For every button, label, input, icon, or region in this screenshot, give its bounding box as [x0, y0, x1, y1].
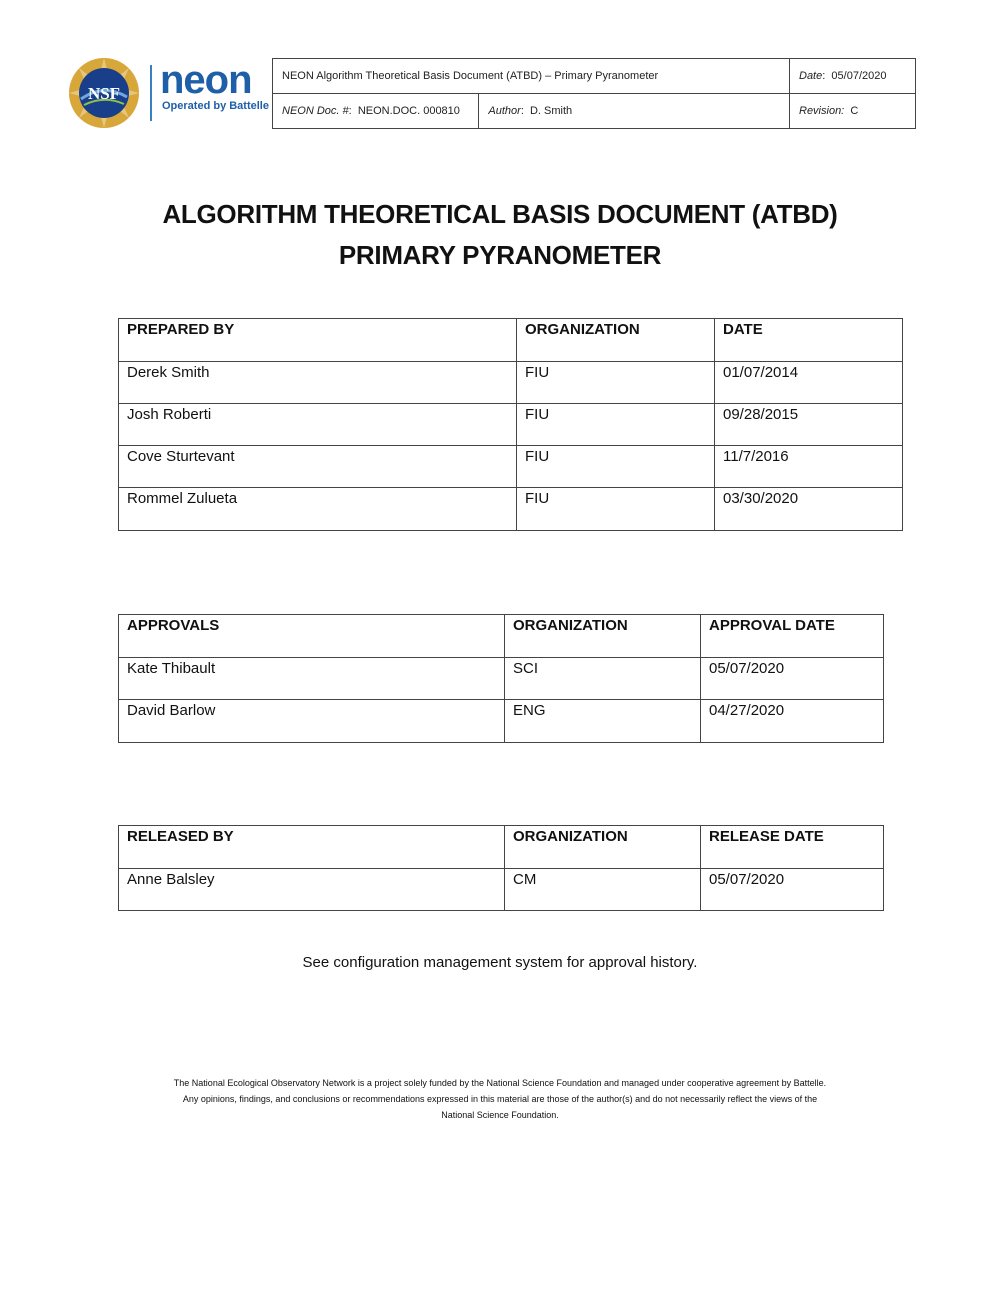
operated-by-label: Operated by Battelle	[162, 100, 269, 112]
approval-history-note: See configuration management system for approval history.	[302, 954, 698, 971]
table-header-row	[119, 319, 903, 362]
revision-cell	[790, 94, 916, 129]
table-header-row	[119, 826, 884, 869]
approver-organization: ENG	[505, 700, 701, 743]
approval-date: 04/27/2020	[701, 700, 884, 743]
logo-divider	[150, 65, 152, 121]
doc-title-cell	[273, 59, 790, 94]
date-cell: Date: 05/07/2020	[790, 59, 916, 94]
preparer-date: 03/30/2020	[715, 488, 903, 531]
table-row	[119, 658, 884, 700]
document-header-table	[272, 58, 916, 129]
prepared-by-table	[118, 318, 903, 531]
doc-title: NEON Algorithm Theoretical Basis Document (ATBD) – Primary Pyranometer	[282, 70, 659, 82]
table-row	[119, 488, 903, 531]
disclaimer-line-2: Any opinions, findings, and conclusions or recommendations expressed in this material are those of the author(s) and do not necessarily reflect the views of the	[182, 1094, 818, 1104]
revision-label: Revision:	[799, 105, 845, 117]
preparer-organization: FIU	[517, 362, 715, 404]
table-row	[119, 446, 903, 488]
preparer-name: Rommel Zulueta	[119, 488, 517, 531]
nsf-seal-text: NSF	[87, 84, 121, 103]
preparer-organization: FIU	[517, 488, 715, 531]
document-title-line-2: PRIMARY PYRANOMETER	[338, 240, 662, 270]
table-row	[119, 404, 903, 446]
neon-wordmark-text: neon	[160, 59, 252, 99]
releaser-organization: CM	[505, 869, 701, 911]
table-row	[119, 869, 884, 911]
date-header: DATE	[715, 319, 903, 362]
released-by-header: RELEASED BY	[119, 826, 505, 869]
table-row	[119, 700, 884, 743]
approver-name: Kate Thibault	[119, 658, 505, 700]
preparer-name: Josh Roberti	[119, 404, 517, 446]
approver-organization: SCI	[505, 658, 701, 700]
preparer-organization: FIU	[517, 404, 715, 446]
author-cell: Author: D. Smith	[479, 94, 790, 129]
nsf-seal-icon	[66, 57, 142, 129]
doc-number-cell: NEON Doc. #: NEON.DOC. 000810	[273, 94, 479, 129]
approval-date-header: APPROVAL DATE	[701, 615, 884, 658]
approval-date: 05/07/2020	[701, 658, 884, 700]
organization-header: ORGANIZATION	[505, 615, 701, 658]
doc-number-value: NEON.DOC. 000810	[357, 105, 460, 117]
doc-number-label: NEON Doc. #	[282, 105, 349, 117]
release-date-header: RELEASE DATE	[701, 826, 884, 869]
releaser-name: Anne Balsley	[119, 869, 505, 911]
preparer-date: 09/28/2015	[715, 404, 903, 446]
neon-logo	[66, 55, 272, 131]
release-date: 05/07/2020	[701, 869, 884, 911]
author-label: Author	[488, 105, 521, 117]
organization-header: ORGANIZATION	[505, 826, 701, 869]
table-header-row	[119, 615, 884, 658]
disclaimer-line-1: The National Ecological Observatory Network is a project solely funded by the National Science Foundation and managed under cooperative agreement by Battelle.	[173, 1078, 827, 1088]
document-title-line-1: ALGORITHM THEORETICAL BASIS DOCUMENT (ATBD)	[162, 199, 838, 229]
preparer-date: 01/07/2014	[715, 362, 903, 404]
date-label: Date	[799, 70, 823, 82]
revision-value: C	[850, 105, 859, 117]
prepared-by-header: PREPARED BY	[119, 319, 517, 362]
preparer-name: Derek Smith	[119, 362, 517, 404]
preparer-name: Cove Sturtevant	[119, 446, 517, 488]
released-by-table	[118, 825, 884, 911]
approvals-table	[118, 614, 884, 743]
approver-name: David Barlow	[119, 700, 505, 743]
neon-wordmark	[160, 59, 272, 99]
date-value: 05/07/2020	[831, 70, 887, 82]
preparer-date: 11/7/2016	[715, 446, 903, 488]
author-value: D. Smith	[529, 105, 573, 117]
approvals-header: APPROVALS	[119, 615, 505, 658]
table-row	[119, 362, 903, 404]
disclaimer-line-3: National Science Foundation.	[441, 1110, 559, 1120]
preparer-organization: FIU	[517, 446, 715, 488]
funding-disclaimer	[110, 1075, 890, 1123]
organization-header: ORGANIZATION	[517, 319, 715, 362]
